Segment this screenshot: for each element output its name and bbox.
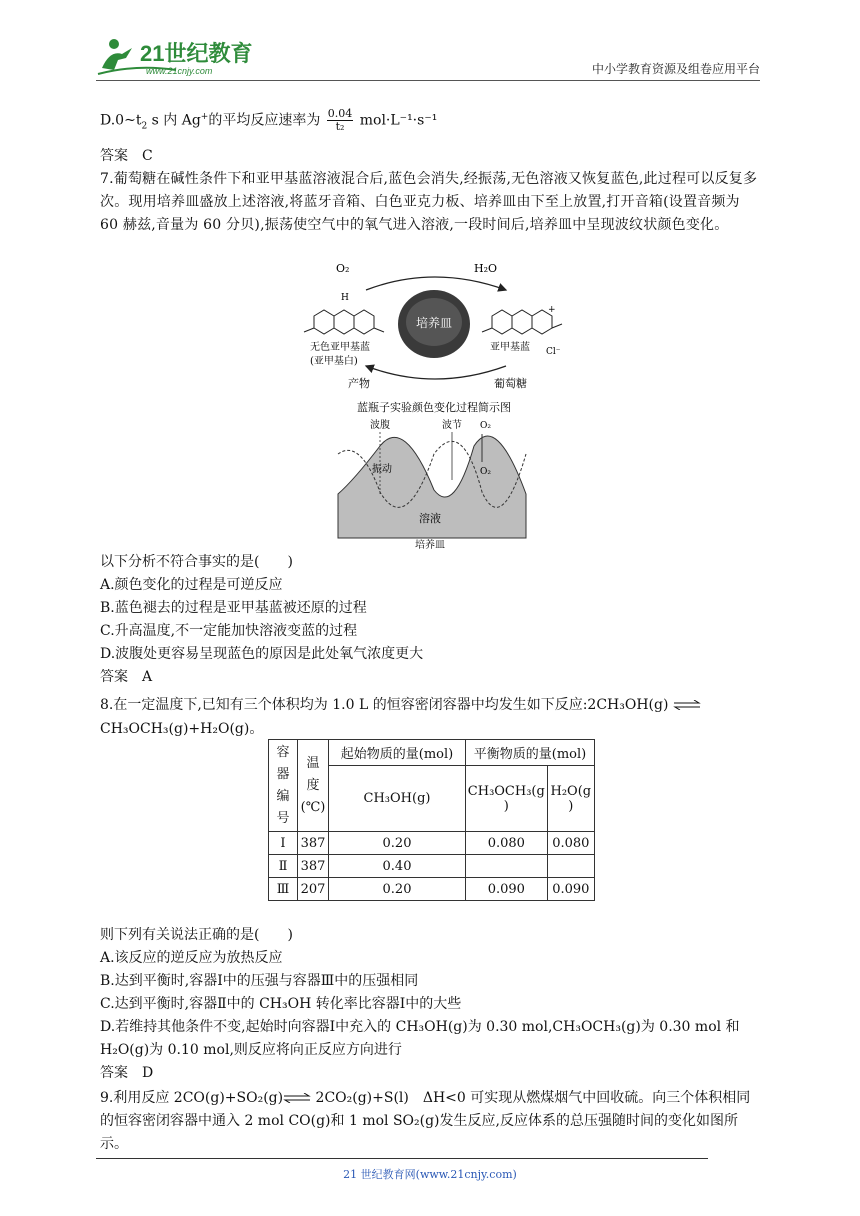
equilibrium-arrow-icon <box>283 1093 311 1103</box>
q6-answer: 答案 C <box>100 148 153 164</box>
blue-bottle-scheme <box>296 254 572 418</box>
q7-stem: 7.葡萄糖在碱性条件下和亚甲基蓝溶液混合后,蓝色会消失,经振荡,无色溶液又恢复蓝色,此过程可以反复多次。现用培养皿盛放上述溶液,将蓝牙音箱、白色亚克力板、培养皿由下至上放置,打开音箱(设置音频为 60 赫兹,音量为 60 分贝),振荡使空气中的氧气进入溶液,一段时间后,培养皿中呈现波纹状颜色变化。 <box>100 171 758 233</box>
mb-name: 亚甲基蓝 <box>490 342 530 353</box>
dish-caption: 培养皿 <box>415 540 445 551</box>
node-label: 波节 <box>442 420 462 431</box>
wave-diagram <box>334 418 530 554</box>
equilibrium-table <box>268 739 595 901</box>
plus-label: + <box>548 305 556 315</box>
table-row: Ⅲ 207 0.20 0.090 0.090 <box>269 878 595 901</box>
scheme-caption: 蓝瓶子实验颜色变化过程简示图 <box>357 401 511 414</box>
th-start: 起始物质的量(mol) <box>329 740 466 766</box>
leuco-name: 无色亚甲基蓝 <box>310 342 370 353</box>
cl-label: Cl⁻ <box>546 347 561 357</box>
q7-option-c: C.升高温度,不一定能加快溶液变蓝的过程 <box>100 623 358 639</box>
q6-option-d: $D.0\sim t_2$ s 内 Ag+的平均反应速率为 $\frac{0.04}{\text{t₂}} mol\cdot L^{-1}\cdot s^{-1}$ <box>100 107 438 134</box>
q7-option-d: D.波腹处更容易呈现蓝色的原因是此处氧气浓度更大 <box>100 646 424 662</box>
dish-label: 培养皿 <box>415 316 453 330</box>
footer-text: 21 世纪教育网(www.21cnjy.com) <box>343 1168 517 1181</box>
o2-top-label: O₂ <box>480 421 491 431</box>
q7-answer: 答案 A <box>100 669 153 685</box>
h2o-label: H₂O <box>474 262 498 275</box>
th-ch3oh: CH₃OH(g) <box>329 766 466 832</box>
o2-bottom-label: O₂ <box>480 467 491 477</box>
vibration-label: 振动 <box>372 464 392 475</box>
q9-stem: 9.利用反应 2CO(g)+SO₂(g) 2CO₂(g)+S(l) ΔH<0 可实现从燃煤烟气中回收硫。向三个体积相同的恒容密闭容器中通入 2 mol CO(g)和 1 mol SO₂(g)发生反应,反应体系的总压强随时间的变化如图所示。 <box>100 1090 751 1152</box>
leuco-alt-name: (亚甲基白) <box>310 356 358 367</box>
q8-option-d: D.若维持其他条件不变,起始时向容器Ⅰ中充入的 CH₃OH(g)为 0.30 mol,CH₃OCH₃(g)为 0.30 mol 和 H₂O(g)为 0.10 mol,则反应将向正反应方向进行 <box>100 1019 740 1058</box>
th-dme: CH₃OCH₃(g ) <box>466 766 548 832</box>
q8-option-b: B.达到平衡时,容器Ⅰ中的压强与容器Ⅲ中的压强相同 <box>100 973 419 989</box>
header-divider <box>96 80 760 81</box>
q7-question: 以下分析不符合事实的是( ) <box>100 554 293 570</box>
th-h2o: H₂O(g ) <box>547 766 594 832</box>
platform-label: 中小学教育资源及组卷应用平台 <box>591 62 760 76</box>
q8-option-a: A.该反应的逆反应为放热反应 <box>100 950 283 966</box>
q8-option-c: C.达到平衡时,容器Ⅱ中的 CH₃OH 转化率比容器Ⅰ中的大些 <box>100 996 462 1012</box>
product-label: 产物 <box>348 377 370 390</box>
o2-label: O₂ <box>336 262 350 275</box>
logo-text: 21世纪教育 <box>140 41 253 66</box>
rate-fraction: $\frac{0.04}{\text{t₂}}$ <box>327 107 353 134</box>
leuco-structure <box>304 310 384 334</box>
q7-option-a: A.颜色变化的过程是可逆反应 <box>100 577 283 593</box>
equilibrium-arrow-icon <box>673 700 701 710</box>
solution-label: 溶液 <box>419 512 441 525</box>
footer-divider <box>96 1158 708 1159</box>
th-temp: 温 度 (℃) <box>298 740 329 832</box>
q8-stem-line1: 8.在一定温度下,已知有三个体积均为 1.0 L 的恒容密闭容器中均发生如下反应:2CH₃OH(g) <box>100 694 762 717</box>
th-container: 容 器 编 号 <box>269 740 298 832</box>
antinode-label: 波腹 <box>370 420 390 431</box>
q8-answer: 答案 D <box>100 1065 154 1081</box>
h-label: H <box>341 293 349 303</box>
q8-stem-line2: CH₃OCH₃(g)+H₂O(g)。 <box>100 721 264 737</box>
table-row: Ⅰ 387 0.20 0.080 0.080 <box>269 832 595 855</box>
glucose-label: 葡萄糖 <box>494 377 527 390</box>
q7-option-b: B.蓝色褪去的过程是亚甲基蓝被还原的过程 <box>100 600 367 616</box>
site-logo <box>96 34 256 80</box>
table-row: Ⅱ 387 0.40 <box>269 855 595 878</box>
logo-url: www.21cnjy.com <box>146 66 213 76</box>
th-eq: 平衡物质的量(mol) <box>466 740 595 766</box>
q8-question: 则下列有关说法正确的是( ) <box>100 927 293 943</box>
